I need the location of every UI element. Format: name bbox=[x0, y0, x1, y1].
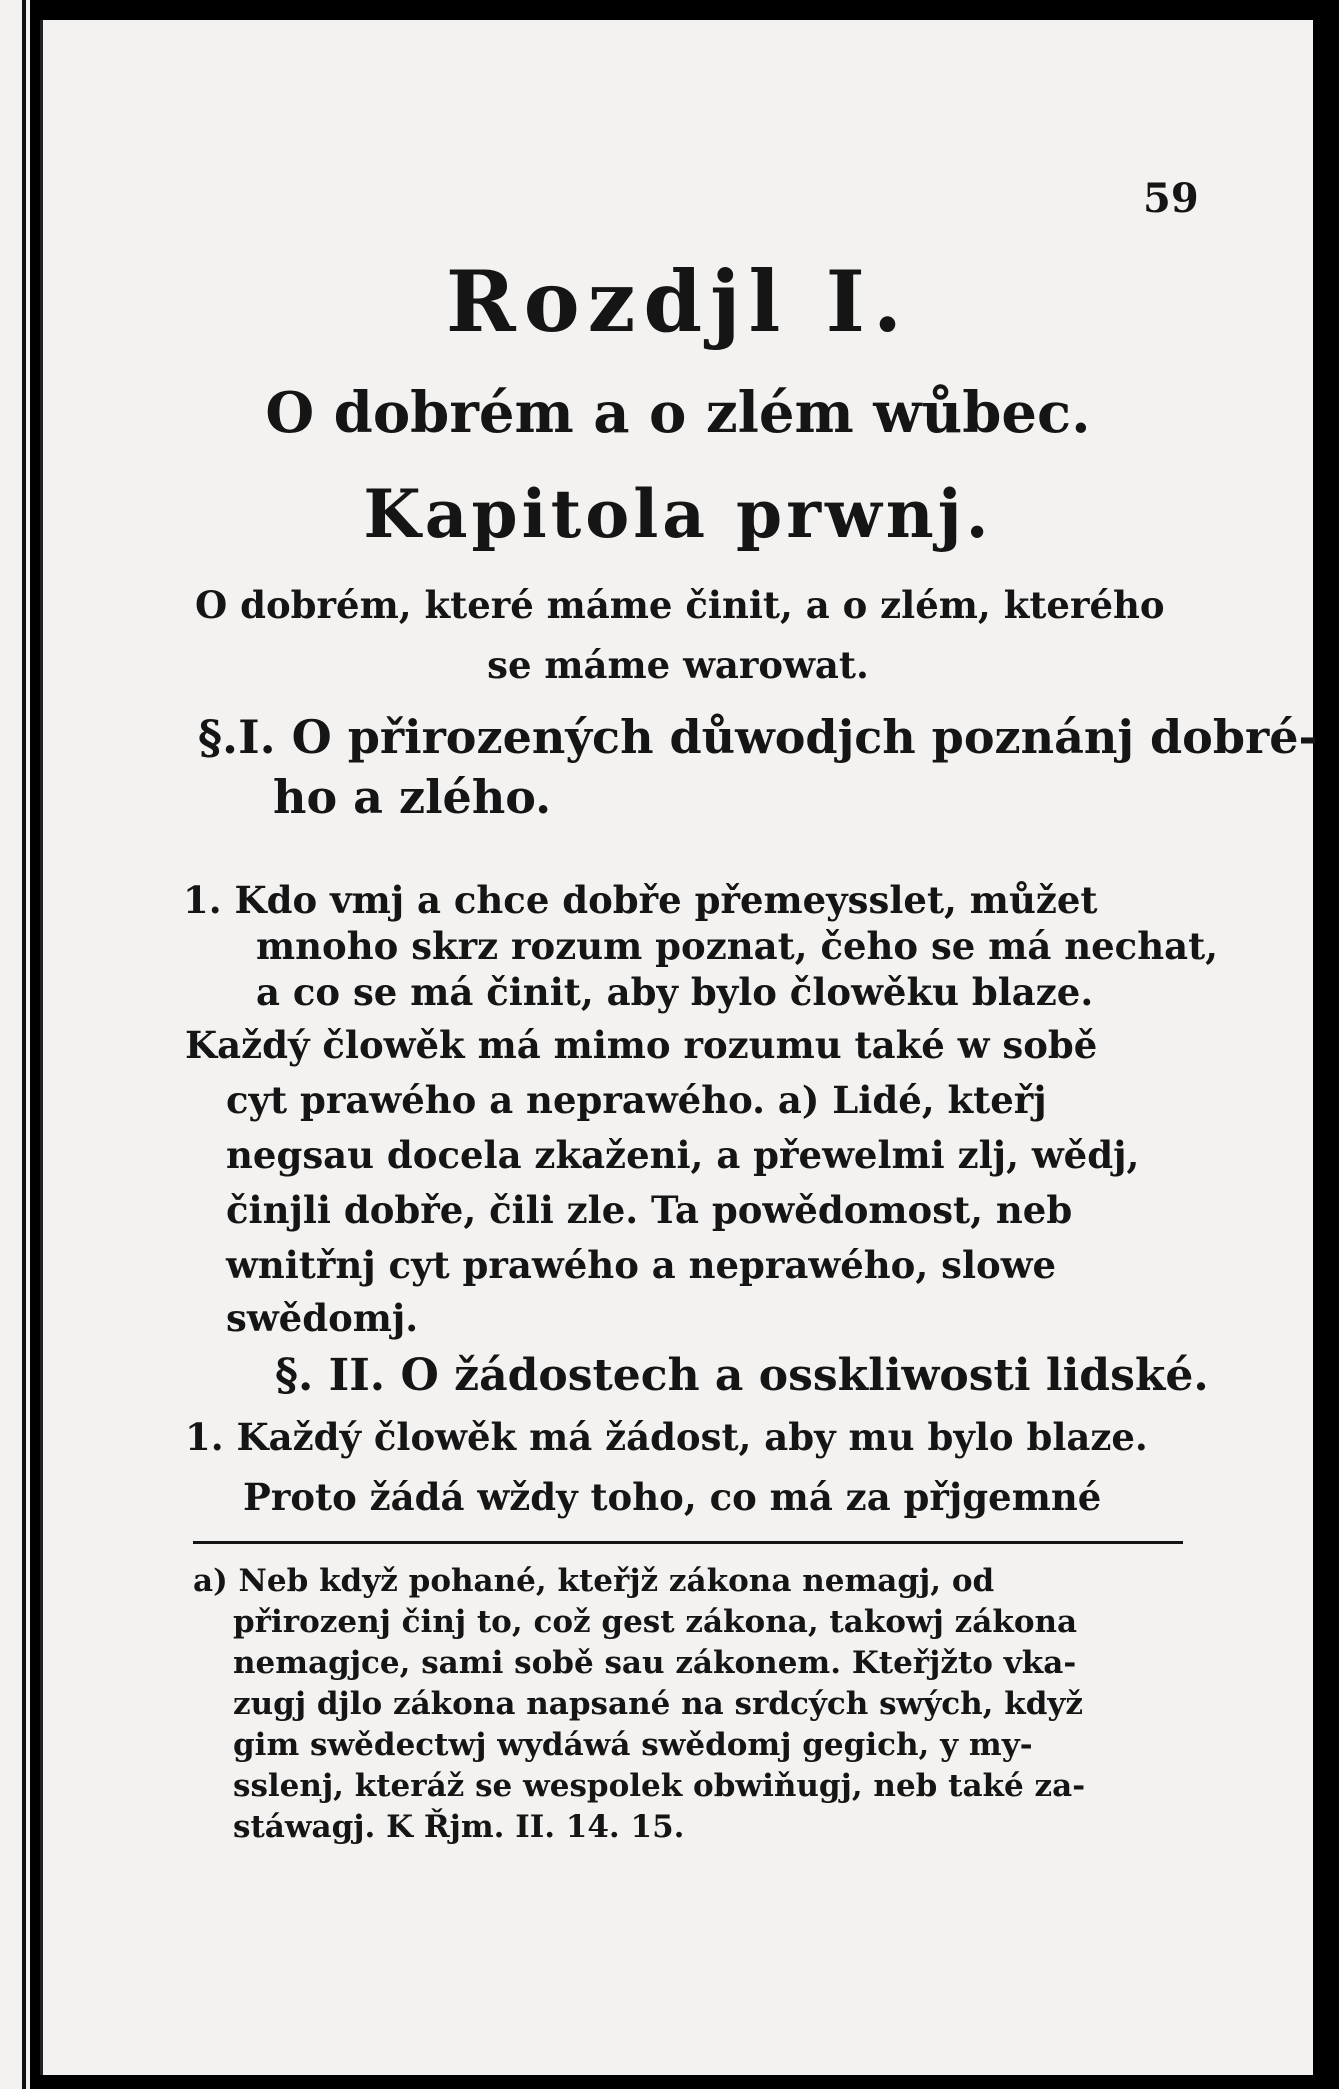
chapter-description-line: se máme warowat. bbox=[487, 643, 869, 687]
chapter-title: Kapitola prwnj. bbox=[363, 475, 993, 553]
footnote-line: nemagjce, sami sobě sau zákonem. Kteřjžto vka- bbox=[233, 1645, 1077, 1681]
body-line: Proto žádá wždy toho, co má za přjgemné bbox=[243, 1475, 1102, 1519]
page-edge-line bbox=[22, 0, 26, 2089]
body-line: mnoho skrz rozum poznat, čeho se má nechat, bbox=[256, 924, 1219, 968]
part-title: Rozdjl I. bbox=[445, 252, 911, 351]
body-line: 1. Kdo vmj a chce dobře přemeysslet, můžet bbox=[183, 878, 1098, 922]
footnote-line: zugj djlo zákona napsané na srdcých swých, když bbox=[233, 1686, 1084, 1722]
footnote-line: stáwagj. K Řjm. II. 14. 15. bbox=[233, 1809, 685, 1845]
body-line: a co se má činit, aby bylo člowěku blaze. bbox=[256, 970, 1094, 1014]
body-line: Každý člowěk má mimo rozumu také w sobě bbox=[185, 1023, 1098, 1067]
footnote-line: gim swědectwj wydáwá swědomj gegich, y my- bbox=[233, 1727, 1033, 1763]
chapter-description-line: O dobrém, které máme činit, a o zlém, kterého bbox=[195, 583, 1165, 627]
section-title: ho a zlého. bbox=[273, 770, 552, 824]
page-number: 59 bbox=[1143, 175, 1199, 222]
footnote-divider bbox=[193, 1541, 1183, 1544]
body-line: wnitřnj cyt prawého a neprawého, slowe bbox=[226, 1243, 1057, 1287]
footnote-line: a) Neb když pohané, kteřjž zákona nemagj, od bbox=[193, 1563, 995, 1599]
footnote-line: sslenj, kteráž se wespolek obwiňugj, neb také za- bbox=[233, 1768, 1086, 1804]
body-line: negsau docela zkaženi, a přewelmi zlj, wědj, bbox=[226, 1133, 1140, 1177]
footnote-line: přirozenj činj to, což gest zákona, takowj zákona bbox=[233, 1604, 1078, 1640]
book-page bbox=[40, 20, 1318, 2075]
section-title: §. II. O žádostech a osskliwosti lidské. bbox=[275, 1350, 1209, 1401]
section-title: §.I. O přirozených důwodjch poznánj dobré- bbox=[198, 710, 1318, 764]
body-line: swědomj. bbox=[226, 1296, 419, 1340]
body-line: 1. Každý člowěk má žádost, aby mu bylo blaze. bbox=[185, 1415, 1148, 1459]
body-line: činjli dobře, čili zle. Ta powědomost, neb bbox=[226, 1188, 1073, 1232]
body-line: cyt prawého a neprawého. a) Lidé, kteřj bbox=[226, 1078, 1047, 1122]
part-subtitle: O dobrém a o zlém wůbec. bbox=[265, 380, 1091, 446]
